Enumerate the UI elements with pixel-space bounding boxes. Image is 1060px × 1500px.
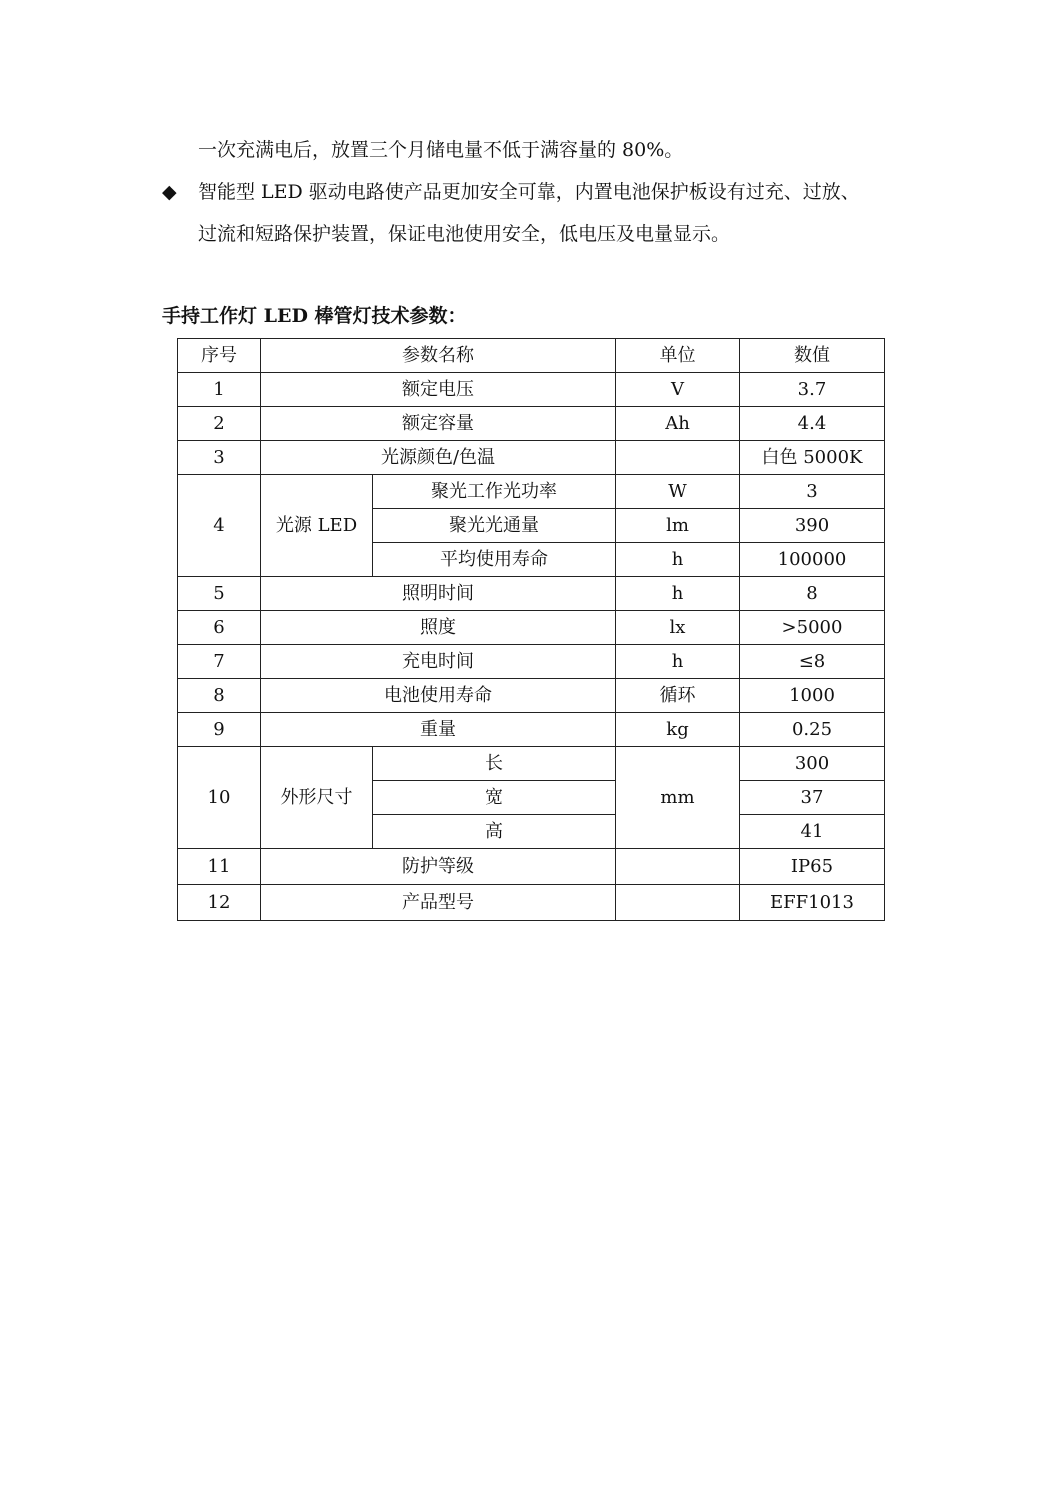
- row-index: 3: [178, 441, 261, 475]
- row-unit: V: [616, 373, 740, 407]
- row-index: 1: [178, 373, 261, 407]
- row-value: 8: [740, 577, 885, 611]
- row-index: 10: [178, 747, 261, 849]
- row-unit: h: [616, 645, 740, 679]
- row-index: 7: [178, 645, 261, 679]
- row-index: 4: [178, 475, 261, 577]
- row-value: 0.25: [740, 713, 885, 747]
- row-unit: [616, 849, 740, 885]
- intro-line-3: 过流和短路保护装置，保证电池使用安全，低电压及电量显示。: [198, 223, 731, 245]
- row-unit: mm: [616, 747, 740, 849]
- row-value: 41: [740, 815, 885, 849]
- row-param: 电池使用寿命: [261, 679, 616, 713]
- table-row: [178, 373, 885, 407]
- row-param: 长: [373, 747, 616, 781]
- group-label: 外形尺寸: [261, 747, 373, 849]
- row-value: 100000: [740, 543, 885, 577]
- table-row: [178, 577, 885, 611]
- row-param: 额定容量: [261, 407, 616, 441]
- row-index: 6: [178, 611, 261, 645]
- header-unit: 单位: [616, 339, 740, 373]
- row-unit: h: [616, 543, 740, 577]
- row-param: 产品型号: [261, 885, 616, 921]
- row-value: 3: [740, 475, 885, 509]
- row-index: 12: [178, 885, 261, 921]
- table-row: [178, 611, 885, 645]
- row-index: 2: [178, 407, 261, 441]
- row-param: 照度: [261, 611, 616, 645]
- bullet-diamond-icon: ◆: [162, 181, 177, 203]
- table-row: [178, 407, 885, 441]
- row-value: >5000: [740, 611, 885, 645]
- row-value: 4.4: [740, 407, 885, 441]
- row-value: IP65: [740, 849, 885, 885]
- row-value: ≤8: [740, 645, 885, 679]
- group-label: 光源 LED: [261, 475, 373, 577]
- table-row: [178, 475, 885, 509]
- table-row: [178, 679, 885, 713]
- table-row: [178, 747, 885, 781]
- header-value: 数值: [740, 339, 885, 373]
- row-unit: Ah: [616, 407, 740, 441]
- table-row: [178, 645, 885, 679]
- intro-line-2: 智能型 LED 驱动电路使产品更加安全可靠，内置电池保护板设有过充、过放、: [198, 181, 860, 203]
- row-value: 390: [740, 509, 885, 543]
- row-index: 9: [178, 713, 261, 747]
- table-row: [178, 849, 885, 885]
- row-value: 300: [740, 747, 885, 781]
- header-param: 参数名称: [261, 339, 616, 373]
- table-row: [178, 441, 885, 475]
- row-value: 1000: [740, 679, 885, 713]
- row-param: 聚光工作光功率: [373, 475, 616, 509]
- row-param: 宽: [373, 781, 616, 815]
- row-param: 平均使用寿命: [373, 543, 616, 577]
- row-value: 3.7: [740, 373, 885, 407]
- row-value: EFF1013: [740, 885, 885, 921]
- row-param: 重量: [261, 713, 616, 747]
- row-param: 额定电压: [261, 373, 616, 407]
- row-unit: [616, 441, 740, 475]
- row-param: 照明时间: [261, 577, 616, 611]
- spec-table: [177, 338, 885, 921]
- table-row: [178, 713, 885, 747]
- row-param: 防护等级: [261, 849, 616, 885]
- row-unit: [616, 885, 740, 921]
- row-unit: 循环: [616, 679, 740, 713]
- table-header-row: [178, 339, 885, 373]
- row-index: 5: [178, 577, 261, 611]
- row-param: 高: [373, 815, 616, 849]
- row-unit: lx: [616, 611, 740, 645]
- header-index: 序号: [178, 339, 261, 373]
- row-param: 充电时间: [261, 645, 616, 679]
- row-unit: h: [616, 577, 740, 611]
- row-value: 37: [740, 781, 885, 815]
- intro-line-1: 一次充满电后，放置三个月储电量不低于满容量的 80%。: [198, 139, 684, 161]
- row-param: 聚光光通量: [373, 509, 616, 543]
- row-unit: W: [616, 475, 740, 509]
- row-unit: lm: [616, 509, 740, 543]
- row-value: 白色 5000K: [740, 441, 885, 475]
- table-row: [178, 885, 885, 921]
- row-unit: kg: [616, 713, 740, 747]
- row-index: 8: [178, 679, 261, 713]
- row-index: 11: [178, 849, 261, 885]
- row-param: 光源颜色/色温: [261, 441, 616, 475]
- section-title: 手持工作灯 LED 棒管灯技术参数：: [162, 305, 467, 327]
